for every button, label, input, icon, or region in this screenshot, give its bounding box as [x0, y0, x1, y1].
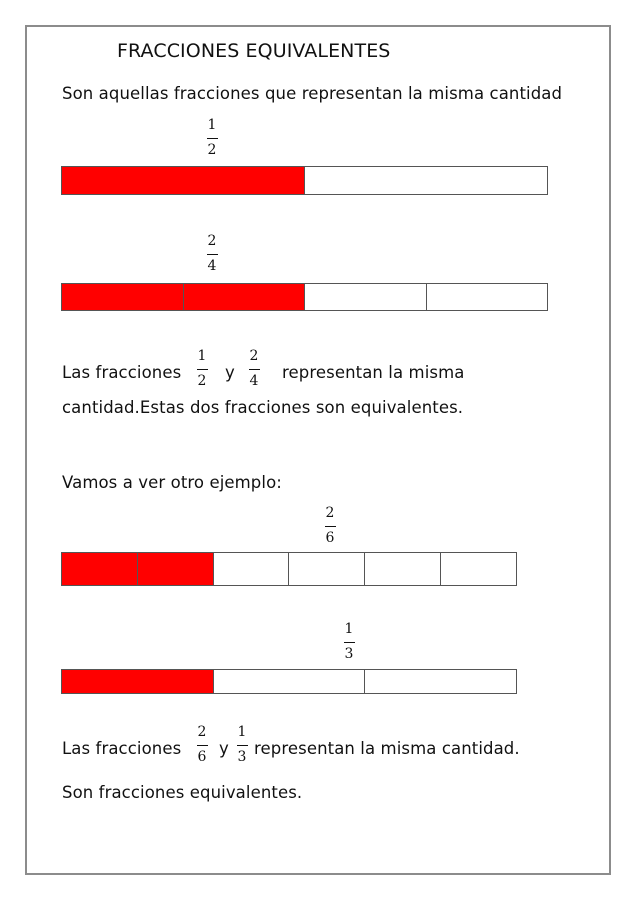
fraction-bar — [207, 254, 218, 255]
fraction-bar — [325, 526, 336, 527]
fraction-numerator: 1 — [237, 724, 247, 740]
fraction-strip-thirds — [61, 669, 517, 694]
fraction-numerator: 1 — [207, 117, 217, 133]
empty-segment — [214, 553, 290, 585]
fraction-two-sixths-label — [320, 506, 340, 548]
sentence-1-end: representan la misma — [282, 363, 465, 382]
empty-segment — [365, 670, 516, 693]
fraction-bar — [249, 369, 260, 370]
fraction-numerator: 2 — [207, 233, 217, 249]
empty-segment — [214, 670, 366, 693]
fraction-one-third-label — [339, 622, 359, 664]
fraction-denominator: 2 — [207, 142, 217, 158]
fraction-numerator: 1 — [197, 348, 207, 364]
shaded-segment — [62, 167, 305, 194]
fraction-bar — [197, 369, 208, 370]
shaded-segment — [62, 284, 184, 310]
sentence-1-line-2: cantidad.Estas dos fracciones son equivalentes. — [62, 398, 464, 417]
shaded-segment — [62, 553, 138, 585]
shaded-segment — [184, 284, 306, 310]
fraction-numerator: 2 — [197, 724, 207, 740]
fraction-denominator: 4 — [249, 373, 259, 389]
empty-segment — [427, 284, 548, 310]
fraction-bar — [197, 745, 208, 746]
page-title: FRACCIONES EQUIVALENTES — [117, 40, 391, 62]
empty-segment — [305, 284, 427, 310]
fraction-denominator: 4 — [207, 258, 217, 274]
fraction-numerator: 1 — [344, 621, 354, 637]
fraction-denominator: 3 — [237, 749, 247, 765]
fraction-one-half-label — [202, 118, 222, 160]
intro-text: Son aquellas fracciones que representan la misma cantidad — [62, 84, 563, 103]
fraction-strip-halves — [61, 166, 548, 195]
fraction-denominator: 3 — [344, 646, 354, 662]
conclusion-text: Son fracciones equivalentes. — [62, 783, 303, 802]
fraction-denominator: 6 — [197, 749, 207, 765]
empty-segment — [441, 553, 516, 585]
sentence-1-and: y — [225, 363, 235, 382]
inline-fraction-one-half — [192, 349, 212, 391]
sentence-1-start: Las fracciones — [62, 363, 182, 382]
inline-fraction-two-quarters — [244, 349, 264, 391]
fraction-bar — [237, 745, 248, 746]
inline-fraction-two-sixths — [192, 725, 212, 767]
empty-segment — [365, 553, 441, 585]
fraction-two-quarters-label — [202, 234, 222, 276]
fraction-denominator: 6 — [325, 530, 335, 546]
inline-fraction-one-third — [232, 725, 252, 767]
sentence-2-end: representan la misma cantidad. — [254, 739, 520, 758]
shaded-segment — [62, 670, 214, 693]
shaded-segment — [138, 553, 214, 585]
example-2-heading: Vamos a ver otro ejemplo: — [62, 473, 282, 492]
fraction-numerator: 2 — [249, 348, 259, 364]
fraction-strip-quarters — [61, 283, 548, 311]
sentence-2-start: Las fracciones — [62, 739, 182, 758]
fraction-bar — [344, 642, 355, 643]
fraction-bar — [207, 138, 218, 139]
fraction-strip-sixths — [61, 552, 517, 586]
fraction-numerator: 2 — [325, 505, 335, 521]
sentence-2-and: y — [219, 739, 229, 758]
empty-segment — [289, 553, 365, 585]
empty-segment — [305, 167, 547, 194]
fraction-denominator: 2 — [197, 373, 207, 389]
